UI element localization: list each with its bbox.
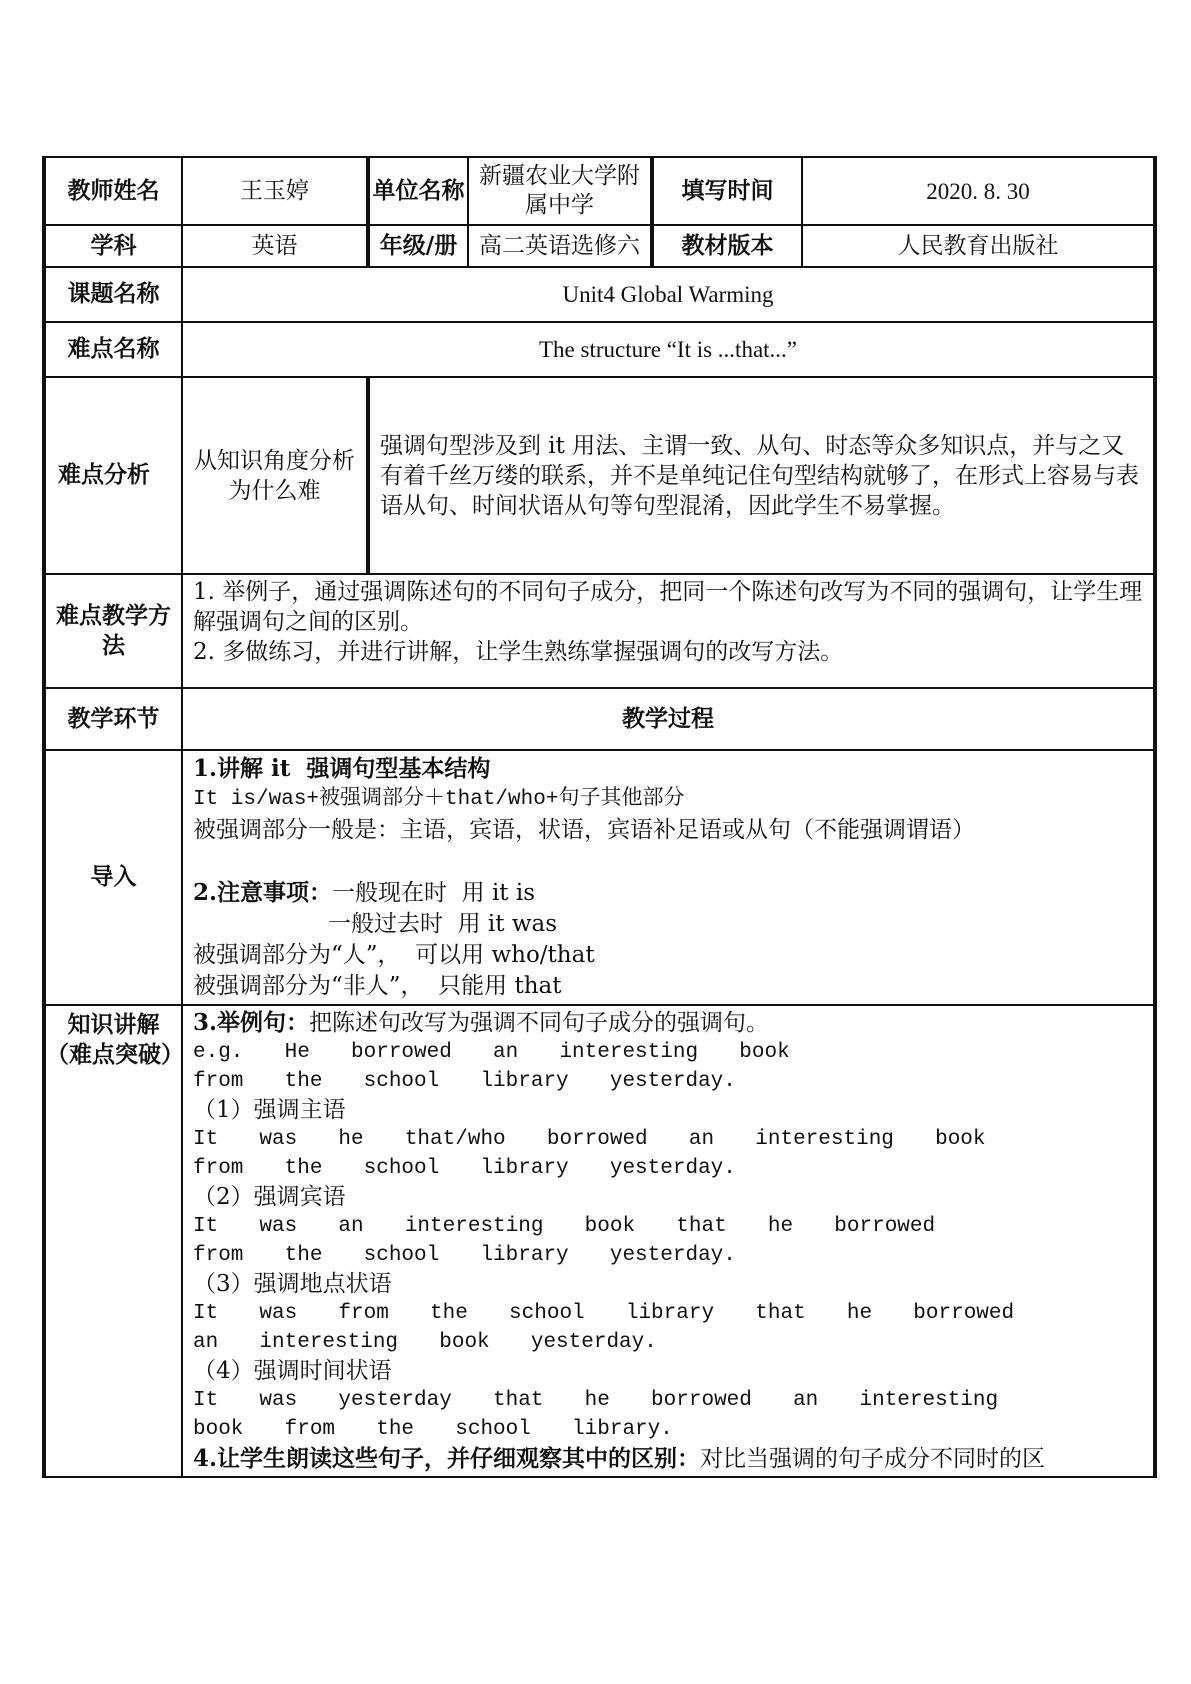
analysis-text: 强调句型涉及到 it 用法、主谓一致、从句、时态等众多知识点，并与之又有着千丝万缕的联系，并不是单纯记住句型结构就够了，在形式上容易与表语从句、时间状语从句等句型混淆，因此学生不易掌握。 [368,377,1155,574]
grade-label: 年级/册 [368,225,468,267]
knowledge-label: 知识讲解（难点突破） [44,1005,182,1477]
method-label: 难点教学方法 [44,574,182,688]
subject-label: 学科 [44,225,182,267]
time-emphasis-line-2: book from the school library. [193,1418,673,1441]
row-process-header [44,688,1155,750]
example-line-2: from the school library yesterday. [193,1070,736,1093]
intro-person: 被强调部分为“人”， 可以用 who/that [193,942,595,968]
intro-spacer [193,846,1143,877]
intro-label: 导入 [44,750,182,1005]
date-label: 填写时间 [652,157,802,225]
date-value: 2020. 8. 30 [802,157,1155,225]
unit-value: 新疆农业大学附属中学 [468,157,652,225]
analysis-sub-label: 从知识角度分析为什么难 [182,377,368,574]
place-emphasis-line-1: It was from the school library that he borrowed [193,1302,1015,1325]
stage-label: 教学环节 [44,688,182,750]
edition-value: 人民教育出版社 [802,225,1155,267]
read-aloud-rest: 对比当强调的句子成分不同时的区 [700,1446,1046,1472]
read-aloud-title: 4.让学生朗读这些句子，并仔细观察其中的区别： [193,1445,701,1472]
time-emphasis-title: （4）强调时间状语 [193,1358,392,1384]
subject-emphasis-line-2: from the school library yesterday. [193,1157,736,1180]
knowledge-title-rest: 把陈述句改写为强调不同句子成分的强调句。 [309,1010,770,1036]
unit-label: 单位名称 [368,157,468,225]
object-emphasis-line-2: from the school library yesterday. [193,1244,736,1267]
knowledge-title: 3.举例句： [193,1009,310,1036]
time-emphasis-line-1: It was yesterday that he borrowed an interesting [193,1389,999,1412]
difficulty-label: 难点名称 [44,322,182,377]
intro-note-row-1 [193,877,1143,909]
knowledge-title-row [193,1008,1143,1038]
intro-structure: It is/was+被强调部分＋that/who+句子其他部分 [193,788,685,811]
grade-value: 高二英语选修六 [468,225,652,267]
row-topic [44,267,1155,322]
intro-nonperson: 被强调部分为“非人”， 只能用 that [193,973,562,999]
intro-note-title: 2.注意事项： [193,879,333,906]
edition-label: 教材版本 [652,225,802,267]
subject-emphasis-line-1: It was he that/who borrowed an interesting book [193,1128,986,1151]
row-teacher [44,157,1155,225]
topic-value: Unit4 Global Warming [182,267,1155,322]
topic-label: 课题名称 [44,267,182,322]
method-line-1: 1. 举例子，通过强调陈述句的不同句子成分，把同一个陈述句改写为不同的强调句，让学生理解强调句之间的区别。 [193,579,1143,635]
intro-note-1: 一般现在时 用 it is [332,880,536,906]
row-subject [44,225,1155,267]
process-label: 教学过程 [182,688,1155,750]
object-emphasis-title: （2）强调宾语 [193,1184,346,1210]
intro-note-2: 一般过去时 用 it was [328,911,558,937]
knowledge-content [182,1005,1155,1477]
object-emphasis-line-1: It was an interesting book that he borrowed [193,1215,936,1238]
row-analysis [44,377,1155,574]
subject-value: 英语 [182,225,368,267]
teacher-value: 王玉婷 [182,157,368,225]
row-method [44,574,1155,688]
lesson-plan-table [42,156,1157,1478]
analysis-label: 难点分析 [44,377,182,574]
example-line-1: e.g. He borrowed an interesting book [193,1041,790,1064]
row-difficulty [44,322,1155,377]
intro-content [182,750,1155,1005]
place-emphasis-title: （3）强调地点状语 [193,1271,392,1297]
subject-emphasis-title: （1）强调主语 [193,1097,346,1123]
row-knowledge [44,1005,1155,1477]
difficulty-value: The structure “It is ...that...” [182,322,1155,377]
teacher-label: 教师姓名 [44,157,182,225]
place-emphasis-line-2: an interesting book yesterday. [193,1331,657,1354]
intro-title: 1.讲解 it 强调句型基本结构 [193,755,491,782]
row-intro [44,750,1155,1005]
intro-parts: 被强调部分一般是：主语，宾语，状语，宾语补足语或从句（不能强调谓语） [193,817,975,843]
read-aloud-row [193,1444,1143,1474]
method-line-2: 2. 多做练习，并进行讲解，让学生熟练掌握强调句的改写方法。 [193,639,844,665]
method-text [182,574,1155,688]
